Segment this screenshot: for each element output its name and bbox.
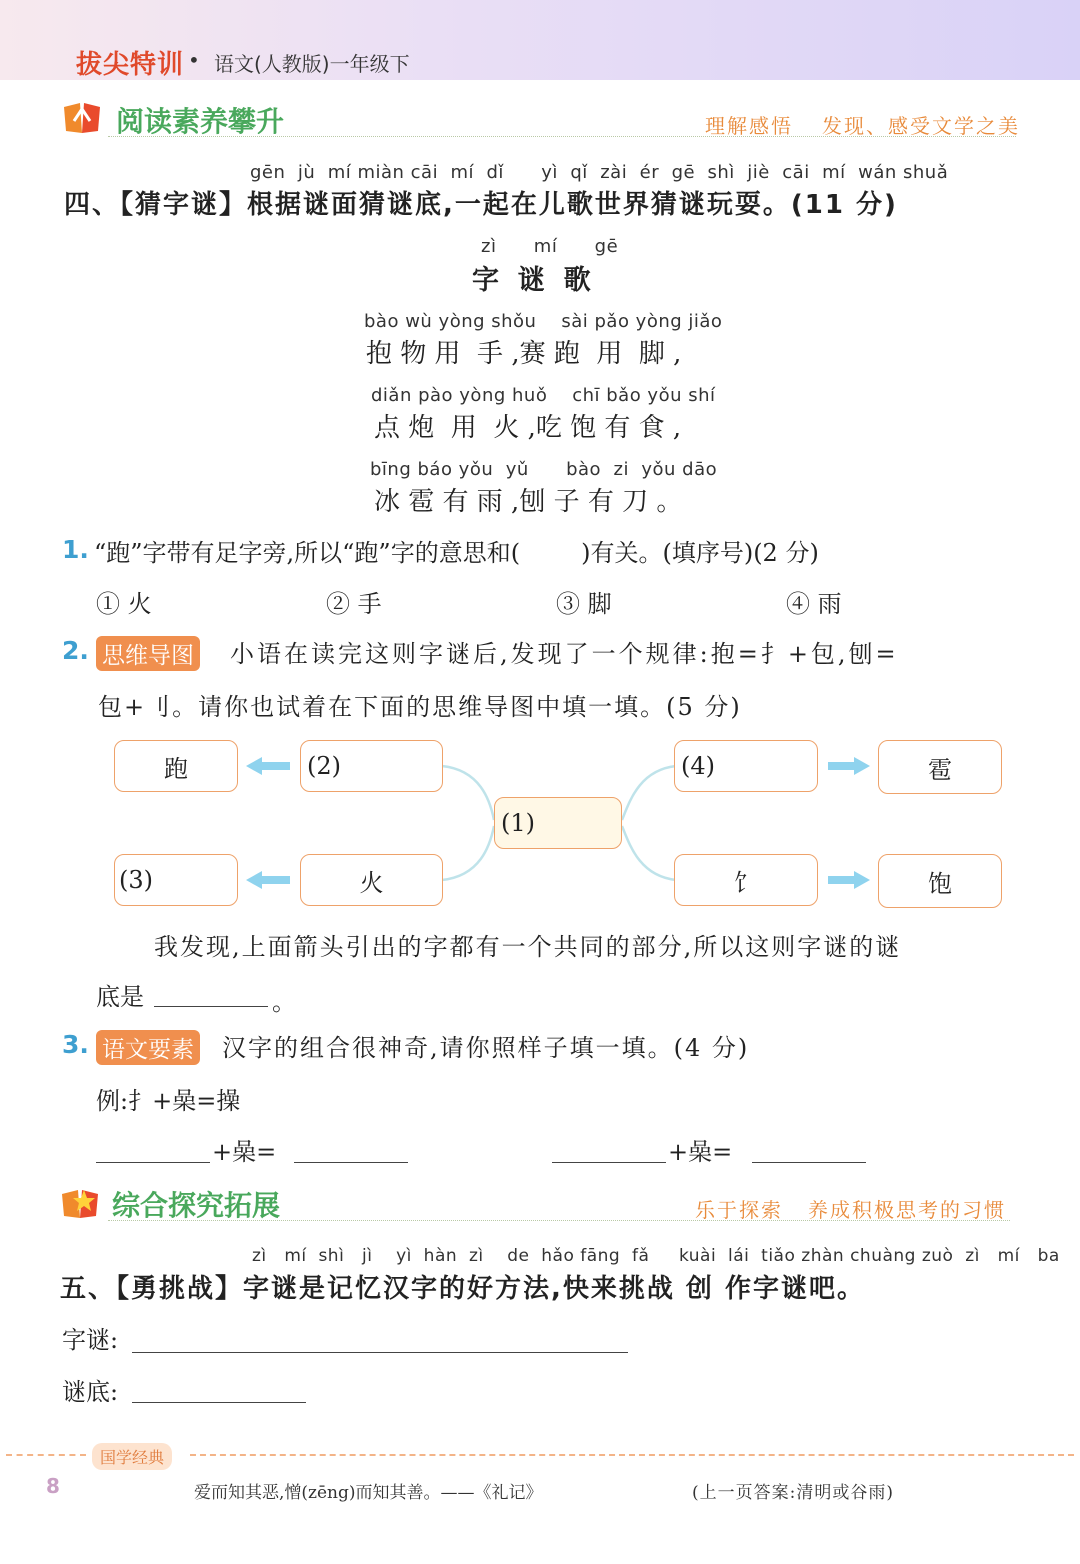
q3-blank-2a[interactable] [552, 1162, 666, 1163]
section-tag-1: 理解感悟 [705, 114, 793, 138]
footer-prev-answer: (上一页答案:清明或谷雨) [692, 1483, 894, 1503]
poem-line-3: 冰 雹 有 雨 ,刨 子 有 刀 。 [374, 487, 683, 517]
q2-text-line-1: 小语在读完这则字谜后,发现了一个规律:抱=扌+包,刨= [230, 640, 899, 668]
footer-dash-right [190, 1454, 1074, 1456]
q3-fill-2: +喿= [668, 1138, 733, 1166]
q1-option-4[interactable]: ④ 雨 [786, 590, 842, 618]
q1-option-3[interactable]: ③ 脚 [556, 590, 612, 618]
q3-fill-1: +喿= [212, 1138, 277, 1166]
map-box-br-out: 饱 [878, 854, 1002, 908]
section2-divider [108, 1220, 1010, 1221]
poem-line-3-pinyin: bīng báo yǒu yǔ bào zi yǒu dāo [370, 459, 718, 480]
q3-blank-1a[interactable] [96, 1162, 210, 1163]
section2-tag-2: 养成积极思考的习惯 [808, 1198, 1006, 1222]
q3-text: 汉字的组合很神奇,请你照样子填一填。(4 分) [222, 1034, 750, 1062]
map-box-bl-out[interactable]: (3) [114, 854, 238, 906]
q2-text-line-2: 包+刂。请你也试着在下面的思维导图中填一填。(5 分) [98, 693, 742, 721]
poem-line-2: 点 炮 用 火 ,吃 饱 有 食 , [374, 413, 682, 443]
q3-blank-2b[interactable] [752, 1162, 866, 1163]
q3-blank-1b[interactable] [294, 1162, 408, 1163]
answer-label: 谜底: [62, 1378, 119, 1406]
arrow-left-icon [246, 757, 290, 775]
map-box-center[interactable]: (1) [494, 797, 622, 849]
book-title: 语文(人教版)一年级下 [214, 52, 410, 76]
map-box-br-in: 饣 [674, 854, 818, 906]
q3-tag-language: 语文要素 [96, 1030, 200, 1065]
q1-number: 1. [62, 535, 89, 564]
section2-tag-1: 乐于探索 [695, 1198, 783, 1222]
section-title-reading: 阅读素养攀升 [116, 105, 285, 138]
page-number: 8 [46, 1474, 60, 1498]
map-box-tl-in[interactable]: (2) [300, 740, 443, 792]
q1-text: “跑”字带有足字旁,所以“跑”字的意思和( )有关。(填序号)(2 分) [94, 539, 819, 567]
poem-line-1: 抱 物 用 手 ,赛 跑 用 脚 , [366, 339, 682, 369]
brand-logo: 拔尖特训 [76, 50, 185, 80]
q4-pinyin: gēn jù mí miàn cāi mí dǐ yì qǐ zài ér gē shì jiè cāi mí wán shuǎ [250, 162, 949, 183]
section-tag-2: 发现、感受文学之美 [822, 114, 1020, 138]
map-box-tr-in[interactable]: (4) [674, 740, 818, 792]
map-box-bl-in: 火 [300, 854, 443, 906]
arrow-left-icon [246, 871, 290, 889]
q1-option-2[interactable]: ② 手 [326, 590, 382, 618]
q3-number: 3. [62, 1030, 89, 1059]
riddle-input-line[interactable] [132, 1352, 628, 1353]
q5-pinyin: zì mí shì jì yì hàn zì de hǎo fāng fǎ kuài lái tiǎo zhàn chuàng zuò zì mí ba [252, 1246, 1060, 1266]
q2-finding-line-2: 底是 [96, 983, 144, 1011]
q3-example: 例:扌+喿=操 [96, 1087, 241, 1115]
q2-tag-mindmap: 思维导图 [96, 636, 200, 671]
q1-option-1[interactable]: ① 火 [96, 590, 152, 618]
poem-title-pinyin: zì mí gē [481, 236, 619, 257]
poem-line-1-pinyin: bào wù yòng shǒu sài pǎo yòng jiǎo [364, 311, 723, 332]
arrow-right-icon [828, 871, 870, 889]
footer-dash-left [6, 1454, 86, 1456]
q2-number: 2. [62, 636, 89, 665]
answer-input-line[interactable] [132, 1402, 306, 1403]
header-dot: • [188, 48, 200, 72]
section-title-explore: 综合探究拓展 [112, 1189, 281, 1222]
q5-title: 五、【勇挑战】字谜是记忆汉字的好方法,快来挑战 创 作字谜吧。 [60, 1274, 865, 1304]
poem-line-2-pinyin: diǎn pào yòng huǒ chī bǎo yǒu shí [371, 385, 716, 406]
q2-finding-line-1: 我发现,上面箭头引出的字都有一个共同的部分,所以这则字谜的谜 [154, 933, 902, 961]
q2-answer-blank[interactable] [154, 1006, 268, 1007]
map-box-tr-out: 雹 [878, 740, 1002, 794]
star-book-icon [60, 1186, 100, 1220]
poem-title: 字 谜 歌 [472, 265, 591, 296]
map-box-tl-out: 跑 [114, 740, 238, 792]
q4-title: 四、【猜字谜】根据谜面猜谜底,一起在儿歌世界猜谜玩耍。(11 分) [64, 190, 898, 220]
footer-quote: 爱而知其恶,憎(zēng)而知其善。——《礼记》 [194, 1483, 543, 1503]
riddle-label: 字谜: [62, 1326, 119, 1354]
q2-finding-end: 。 [272, 988, 296, 1016]
arrow-right-icon [828, 757, 870, 775]
footer-label-badge: 国学经典 [92, 1443, 172, 1470]
